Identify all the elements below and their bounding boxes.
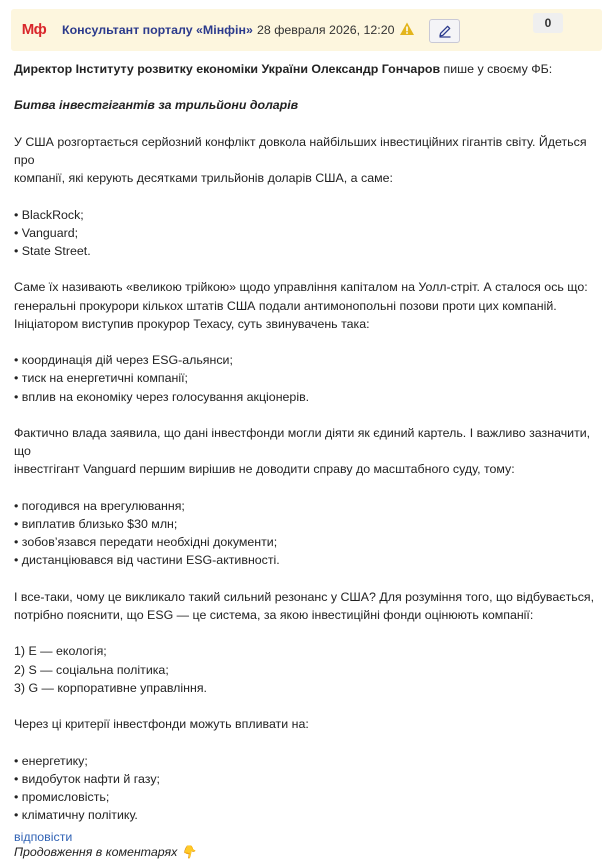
- pencil-icon: [438, 24, 452, 38]
- list-item: • погодився на врегулювання;: [14, 498, 185, 513]
- continue-note: Продовження в коментарях 👇: [14, 844, 197, 859]
- list-item: • промисловість;: [14, 789, 110, 804]
- reply-link[interactable]: відповісти: [14, 830, 73, 844]
- paragraph-line: Саме їх називають «великою трійкою» щодо управління капіталом на Уолл-стріт. А сталося ось що:: [14, 280, 588, 295]
- list-item: • виплатив близько $30 млн;: [14, 516, 178, 531]
- paragraph-line: Через ці критерії інвестфонди можуть впливати на:: [14, 717, 309, 732]
- list-item: 3) G — корпоративне управління.: [14, 680, 207, 695]
- paragraph-line: потрібно пояснити, що ESG — це система, за якою інвестиційні фонди оцінюють компанії:: [14, 607, 534, 622]
- list-item: • енергетику;: [14, 753, 88, 768]
- paragraph-line: Ініціатором виступив прокурор Техасу, суть звинувачень така:: [14, 316, 370, 331]
- post-date: 28 февраля 2026, 12:20: [257, 23, 395, 37]
- post-body: [14, 60, 596, 861]
- paragraph-line: І все-таки, чому це викликало такий сильний резонанс у США? Для розуміння того, що відбувається,: [14, 589, 595, 604]
- list-item: • вплив на економіку через голосування акціонерів.: [14, 389, 310, 404]
- list-item: • зобов’язався передати необхідні документи;: [14, 535, 278, 550]
- minfin-logo: Мф: [21, 21, 47, 38]
- list-item: • State Street.: [14, 243, 91, 258]
- paragraph-line: Фактично влада заявила, що дані інвестфонди могли діяти як єдиний картель. І важливо зазначити, що: [14, 425, 591, 459]
- list-item: • кліматичну політику.: [14, 808, 138, 823]
- post-header: [11, 9, 602, 51]
- list-item: • тиск на енергетичні компанії;: [14, 371, 188, 386]
- list-item: • координація дій через ESG-альянси;: [14, 353, 233, 368]
- author-name[interactable]: Консультант порталу «Мінфін»: [62, 23, 253, 37]
- rating-counter[interactable]: 0: [533, 13, 563, 33]
- list-item: 2) S — соціальна політика;: [14, 662, 169, 677]
- paragraph-line: інвестгігант Vanguard першим вирішив не доводити справу до масштабного суду, тому:: [14, 462, 515, 477]
- warning-icon[interactable]: [399, 21, 415, 37]
- paragraph-line: компанії, які керують десятками трильйонів доларів США, а саме:: [14, 171, 393, 186]
- paragraph-line: генеральні прокурори кількох штатів США подали антимонопольні позови проти цих компаній.: [14, 298, 557, 313]
- paragraph-line: У США розгортається серйозний конфлікт довкола найбільших інвестиційних гігантів світу. Йдеться про: [14, 134, 587, 167]
- list-item: • видобуток нафти й газу;: [14, 771, 160, 786]
- list-item: • дистанціювався від частини ESG-активності.: [14, 553, 280, 568]
- list-item: • Vanguard;: [14, 225, 79, 240]
- intro-rest: пише у своєму ФБ:: [440, 62, 553, 76]
- edit-button[interactable]: [429, 19, 460, 43]
- post-headline: Битва інвестгігантів за трильйони доларів: [14, 98, 299, 113]
- intro-line: [14, 60, 596, 78]
- intro-author: Директор Інституту розвитку економіки України Олександр Гончаров: [14, 62, 441, 76]
- list-item: • BlackRock;: [14, 207, 84, 222]
- list-item: 1) E — екологія;: [14, 644, 107, 659]
